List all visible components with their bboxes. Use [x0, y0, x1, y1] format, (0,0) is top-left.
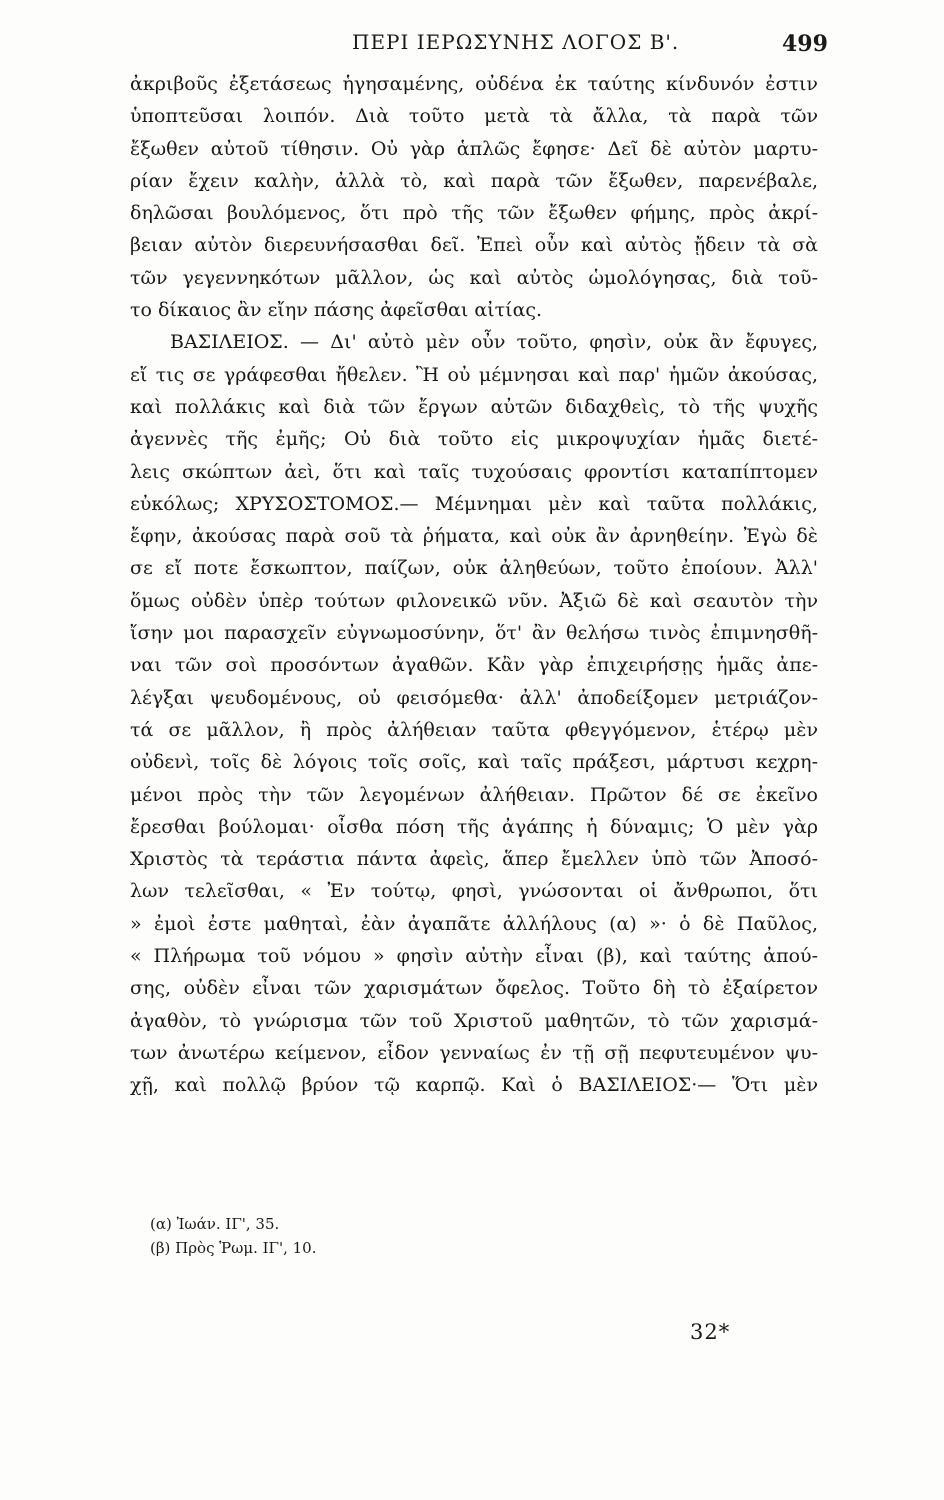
text-line: « Πλήρωμα τοῦ νόμου » φησὶν αὐτὴν εἶναι (β), καὶ ταύτης ἀπού-	[130, 945, 818, 968]
running-title: ΠΕΡΙ ΙΕΡΩΣΥΝΗΣ ΛΟΓΟΣ Β'.	[352, 30, 680, 54]
text-line: δηλῶσαι βουλόμενος, ὅτι πρὸ τῆς τῶν ἔξωθεν φήμης, πρὸς ἀκρί-	[130, 202, 818, 225]
footnotes	[150, 1212, 550, 1260]
text-line: » ἐμοὶ ἐστε μαθηταὶ, ἐὰν ἀγαπᾶτε ἀλλήλους (α) »· ὁ δὲ Παῦλος,	[130, 912, 818, 935]
text-line: σε εἴ ποτε ἔσκωπτον, παίζων, οὐκ ἀληθεύων, τοῦτο ἐποίουν. Ἀλλ'	[130, 557, 818, 580]
text-line: οὐδενὶ, τοῖς δὲ λόγοις τοῖς σοῖς, καὶ ταῖς πράξεσι, μάρτυσι κεχρη-	[130, 751, 818, 774]
text-line: το δίκαιος ἂν εἴην πάσης ἀφεῖσθαι αἰτίας.	[130, 299, 543, 322]
text-line: καὶ πολλάκις καὶ διὰ τῶν ἔργων αὐτῶν διδαχθεὶς, τὸ τῆς ψυχῆς	[130, 395, 818, 418]
text-line: ἴσην μοι παρασχεῖν εὐγνωμοσύνην, ὅτ' ἂν θελήσω τινὸς ἐπιμνησθῆ-	[130, 622, 818, 645]
text-line: ρίαν ἔχειν καλὴν, ἀλλὰ τὸ, καὶ παρὰ τῶν ἔξωθεν, παρενέβαλε,	[130, 169, 818, 192]
text-line: ἔφην, ἀκούσας παρὰ σοῦ τὰ ῥήματα, καὶ οὐκ ἂν ἀρνηθείην. Ἐγὼ δὲ	[130, 525, 818, 548]
text-line: των ἀνωτέρω κείμενον, εἶδον γενναίως ἐν τῇ σῇ πεφυτευμένον ψυ-	[130, 1041, 818, 1064]
page-number: 499	[782, 31, 828, 57]
text-line: βειαν αὐτὸν διερευνήσασθαι δεῖ. Ἐπεὶ οὖν καὶ αὐτὸς ᾔδειν τὰ σὰ	[130, 234, 818, 257]
text-line: σης, οὐδὲν εἶναι τῶν χαρισμάτων ὄφελος. Τοῦτο δὴ τὸ ἐξαίρετον	[130, 977, 818, 1000]
text-line: εἴ τις σε γράφεσθαι ἤθελεν. Ἢ οὐ μέμνησαι καὶ παρ' ἡμῶν ἀκούσας,	[130, 363, 818, 386]
text-line: ἀγεννὲς τῆς ἐμῆς; Οὐ διὰ τοῦτο εἰς μικροψυχίαν ἡμᾶς διετέ-	[130, 428, 818, 451]
footnote: (α) Ἰωάν. ΙΓ', 35.	[150, 1215, 280, 1233]
text-line: λων τελεῖσθαι, « Ἐν τούτῳ, φησὶ, γνώσονται οἱ ἄνθρωποι, ὅτι	[130, 880, 818, 903]
text-line: ἔρεσθαι βούλομαι· οἶσθα πόση τῆς ἀγάπης ἡ δύναμις; Ὁ μὲν γὰρ	[130, 815, 818, 838]
text-line: Χριστὸς τὰ τεράστια πάντα ἀφεὶς, ἅπερ ἔμελλεν ὑπὸ τῶν Ἀποσό-	[130, 848, 818, 871]
footnote: (β) Πρὸς Ῥωμ. ΙΓ', 10.	[150, 1239, 317, 1257]
body-text	[130, 68, 818, 1102]
text-line: ἀγαθὸν, τὸ γνώρισμα τῶν τοῦ Χριστοῦ μαθητῶν, τὸ τῶν χαρισμά-	[130, 1009, 818, 1032]
text-line: ὑποπτεῦσαι λοιπόν. Διὰ τοῦτο μετὰ τὰ ἄλλα, τὰ παρὰ τῶν	[130, 105, 818, 128]
text-line: ἀκριβοῦς ἐξετάσεως ἡγησαμένης, οὐδένα ἐκ ταύτης κίνδυνόν ἐστιν	[130, 73, 818, 95]
text-line: ναι τῶν σοὶ προσόντων ἀγαθῶν. Κἂν γὰρ ἐπιχειρήσῃς ἡμᾶς ἀπε-	[130, 654, 818, 677]
text-line: ἔξωθεν αὐτοῦ τίθησιν. Οὐ γὰρ ἁπλῶς ἔφησε· Δεῖ δὲ αὐτὸν μαρτυ-	[130, 137, 818, 160]
text-line: ΒΑΣΙΛΕΙΟΣ. — Δι' αὐτὸ μὲν οὖν τοῦτο, φησὶν, οὐκ ἂν ἔφυγες,	[170, 331, 818, 354]
text-line: εὐκόλως; ΧΡΥΣΟΣΤΟΜΟΣ.— Μέμνημαι μὲν καὶ ταῦτα πολλάκις,	[130, 492, 818, 515]
text-line: λεις σκώπτων ἀεὶ, ὅτι καὶ ταῖς τυχούσαις φροντίσι καταπίπτομεν	[130, 460, 818, 483]
text-line: τῶν γεγεννηκότων μᾶλλον, ὡς καὶ αὐτὸς ὡμολόγησας, διὰ τοῦ-	[130, 266, 818, 289]
text-line: μένοι πρὸς τὴν τῶν λεγομένων ἀλήθειαν. Πρῶτον δέ σε ἐκεῖνο	[130, 783, 818, 806]
signature-mark: 32*	[690, 1320, 731, 1344]
text-line: λέγξαι ψευδομένους, οὐ φεισόμεθα· ἀλλ' ἀποδείξομεν μετριάζον-	[130, 686, 818, 709]
text-line: χῇ, καὶ πολλῷ βρύον τῷ καρπῷ. Καὶ ὁ ΒΑΣΙΛΕΙΟΣ·— Ὅτι μὲν	[130, 1074, 818, 1097]
text-line: τά σε μᾶλλον, ἢ πρὸς ἀλήθειαν ταῦτα φθεγγόμενον, ἑτέρῳ μὲν	[130, 718, 818, 741]
text-line: ὅμως οὐδὲν ὑπὲρ τούτων φιλονεικῶ νῦν. Ἀξιῶ δὲ καὶ σεαυτὸν τὴν	[130, 589, 818, 612]
